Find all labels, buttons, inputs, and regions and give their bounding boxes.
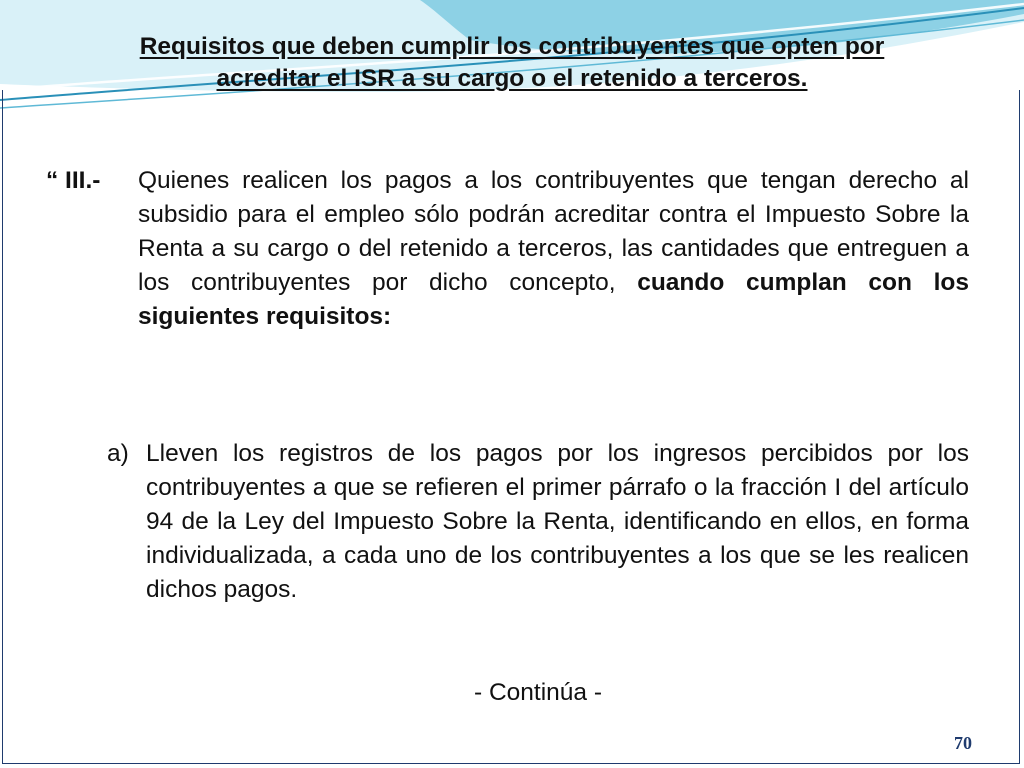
section-paragraph [138,164,969,334]
section-text: Quienes realicen los pagos a los contribuyentes que tengan derecho al subsidio para el empleo sólo podrán acreditar contra el Impuesto Sobre la Renta a su cargo o del retenido a terceros, las cantidades que entreguen a los contribuyentes por dicho concepto, [138,167,969,296]
item-a-text: Lleven los registros de los pagos por los ingresos percibidos por los contribuyentes a que se refieren el primer párrafo o la fracción I del artículo 94 de la Ley del Impuesto Sobre la Renta, identificando en ellos, en forma individualizada, a cada uno de los contribuyentes a los que se les realicen dichos pagos. [146,440,969,603]
slide-title [40,31,984,95]
title-line-1: Requisitos que deben cumplir los contribuyentes que opten por [139,33,885,60]
page-number: 70 [954,733,972,753]
section-emphasis: cuando cumplan con los siguientes requisitos: [138,269,969,330]
title-line-2: acreditar el ISR a su cargo o el retenido a terceros. [216,65,808,92]
continues-label: - Continúa - [473,679,602,706]
section-marker: “ III.- [46,167,101,194]
item-a-marker: a) [107,440,129,467]
